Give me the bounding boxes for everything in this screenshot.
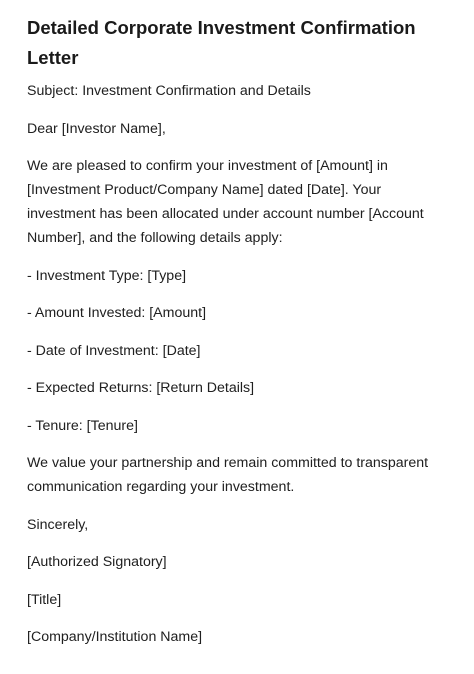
signatory-title: [Title] <box>27 591 62 608</box>
detail-amount-invested: - Amount Invested: [Amount] <box>27 305 207 321</box>
detail-date-of-investment: - Date of Investment: [Date] <box>27 342 201 359</box>
detail-tenure: - Tenure: [Tenure] <box>27 417 138 434</box>
closing-paragraph: We value your partnership and remain committed to transparent communication regarding your investment. <box>27 455 429 495</box>
intro-paragraph: We are pleased to confirm your investment of [Amount] in [Investment Product/Company Name] dated [Date]. Your investment has been allocated under account number [Account Number], and the following details apply: <box>27 158 424 246</box>
letter-document <box>27 13 447 663</box>
organization-name: [Company/Institution Name] <box>27 629 203 645</box>
investment-details-list <box>27 264 447 438</box>
signatory-name: [Authorized Signatory] <box>27 554 167 570</box>
sign-off: Sincerely, <box>27 516 89 533</box>
subject-line: Subject: Investment Confirmation and Details <box>27 83 311 99</box>
detail-investment-type: - Investment Type: [Type] <box>27 267 187 284</box>
detail-expected-returns: - Expected Returns: [Return Details] <box>27 380 255 396</box>
salutation: Dear [Investor Name], <box>27 120 166 137</box>
document-title: Detailed Corporate Investment Confirmation Letter <box>27 17 416 68</box>
